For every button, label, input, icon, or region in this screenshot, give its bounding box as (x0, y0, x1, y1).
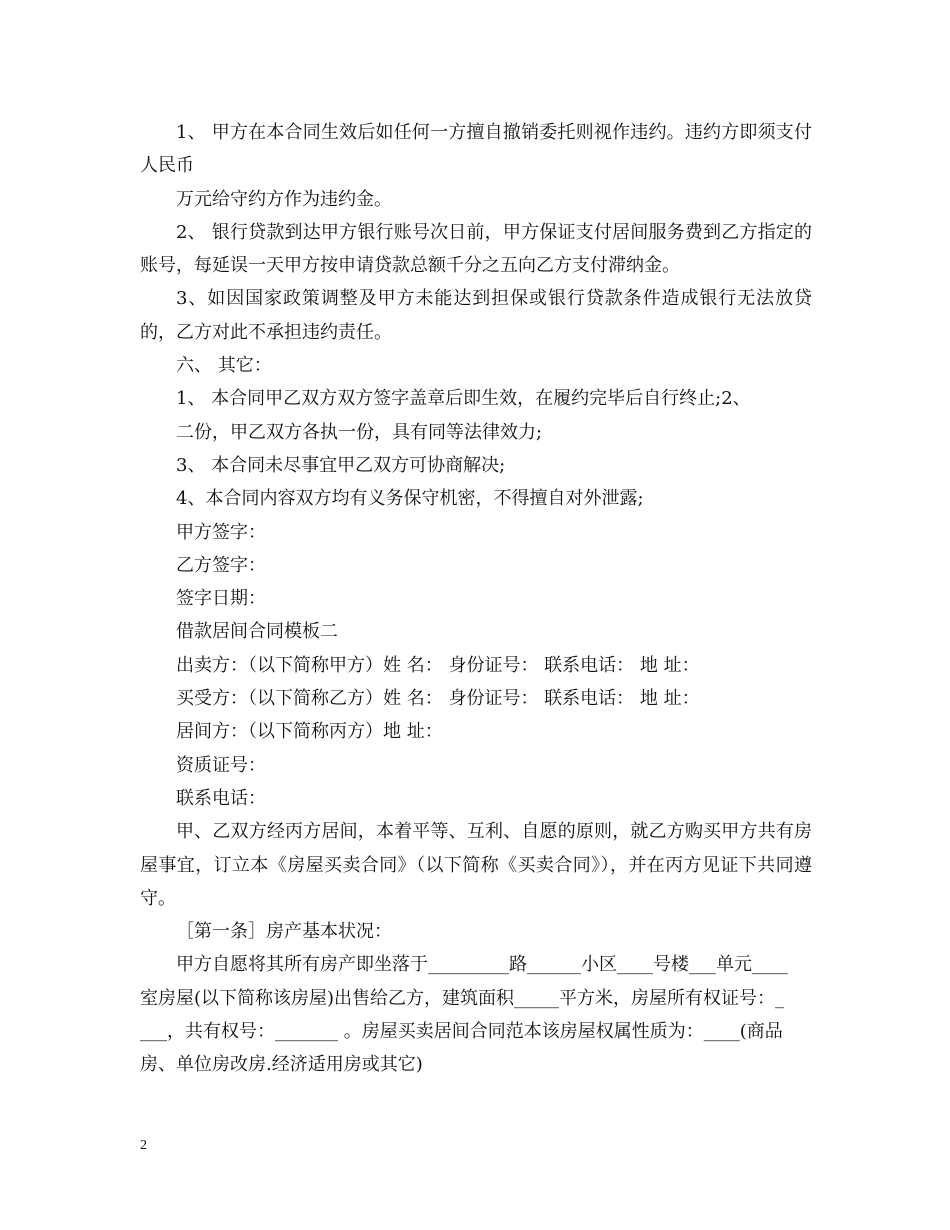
paragraph: 资质证号： (176, 754, 266, 776)
paragraph: 签字日期： (176, 588, 266, 610)
paragraph: ___，共有权号：_______ 。房屋买卖居间合同范本该房屋权属性质为：____(商品 (140, 1021, 783, 1043)
page-number: 2 (140, 1138, 147, 1153)
paragraph: 借款居间合同模板二 (176, 621, 338, 643)
paragraph: 1、 本合同甲乙双方双方签字盖章后即生效，在履约完毕后自行终止;2、 (176, 388, 751, 410)
paragraph: 出卖方：（以下简称甲方）姓 名： 身份证号： 联系电话： 地 址： (176, 654, 700, 676)
paragraph: 六、 其它： (176, 355, 272, 377)
paragraph: 居间方：（以下简称丙方）地 址： (176, 721, 443, 743)
paragraph: 二份，甲乙双方各执一份，具有同等法律效力; (176, 421, 543, 443)
paragraph: 1、 甲方在本合同生效后如任何一方擅自撤销委托则视作违约。违约方即须支付人民币 (140, 122, 812, 177)
paragraph: 房、单位房改房.经济适用房或其它) (140, 1054, 423, 1076)
paragraph: 室房屋(以下简称该房屋)出售给乙方，建筑面积_____平方米，房屋所有权证号：_ (140, 987, 785, 1009)
paragraph: 买受方：（以下简称乙方）姓 名： 身份证号： 联系电话： 地 址： (176, 688, 700, 710)
paragraph: 万元给守约方作为违约金。 (176, 188, 392, 210)
paragraph: 甲、乙双方经丙方居间，本着平等、互利、自愿的原则，就乙方购买甲方共有房屋事宜，订立本《房屋买卖合同》（以下简称《买卖合同》），并在丙方见证下共同遵守。 (140, 821, 812, 909)
document-body (140, 116, 812, 1082)
paragraph: 乙方签字： (176, 554, 266, 576)
paragraph: ［第一条］房产基本状况： (176, 921, 392, 943)
paragraph: 3、如因国家政策调整及甲方未能达到担保或银行贷款条件造成银行无法放贷的，乙方对此不承担违约责任。 (140, 288, 812, 343)
paragraph: 2、 银行贷款到达甲方银行账号次日前，甲方保证支付居间服务费到乙方指定的账号，每延误一天甲方按申请贷款总额千分之五向乙方支付滞纳金。 (140, 221, 812, 277)
paragraph: 甲方签字： (176, 521, 266, 543)
paragraph: 甲方自愿将其所有房产即坐落于_________路______小区____号楼___单元____ (176, 954, 788, 976)
paragraph: 3、 本合同未尽事宜甲乙双方可协商解决; (176, 454, 506, 476)
paragraph: 4、本合同内容双方均有义务保守机密，不得擅自对外泄露; (176, 488, 644, 510)
paragraph: 联系电话： (176, 787, 266, 809)
